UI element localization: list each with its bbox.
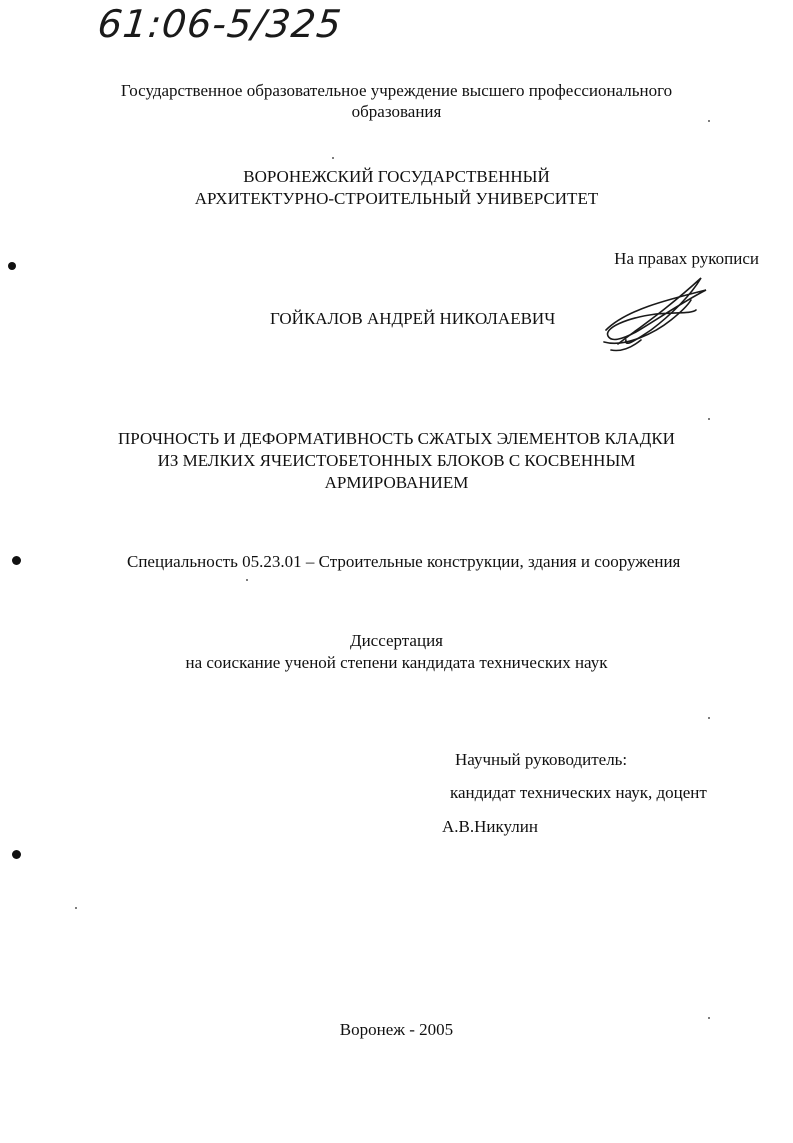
title-line-1: ПРОЧНОСТЬ И ДЕФОРМАТИВНОСТЬ СЖАТЫХ ЭЛЕМЕНТОВ КЛАДКИ <box>118 429 675 448</box>
scan-speck <box>708 717 710 719</box>
hole-mark <box>12 556 21 565</box>
institution-line-2: образования <box>351 102 442 121</box>
university-block <box>0 166 793 210</box>
degree-line-2: на соискание ученой степени кандидата технических наук <box>185 653 608 672</box>
title-line-3: АРМИРОВАНИЕМ <box>324 473 469 492</box>
university-line-2: АРХИТЕКТУРНО-СТРОИТЕЛЬНЫЙ УНИВЕРСИТЕТ <box>194 189 599 208</box>
scan-speck <box>75 907 77 909</box>
scan-speck <box>332 157 334 159</box>
city-year: Воронеж - 2005 <box>339 1020 454 1039</box>
scan-speck <box>708 1017 710 1019</box>
manuscript-note: На правах рукописи <box>614 249 759 268</box>
supervisor-name: А.В.Никулин <box>442 817 538 836</box>
handwritten-catalog-number: 61:06-5/325 <box>95 2 345 46</box>
institution-block <box>0 80 793 122</box>
scan-speck <box>246 579 248 581</box>
signature-icon <box>596 270 726 360</box>
degree-block <box>0 630 793 674</box>
author-name: ГОЙКАЛОВ АНДРЕЙ НИКОЛАЕВИЧ <box>270 309 556 328</box>
supervisor-label: Научный руководитель: <box>455 750 628 769</box>
hole-mark <box>8 262 16 270</box>
supervisor-rank: кандидат технических наук, доцент <box>450 783 707 802</box>
institution-line-1: Государственное образовательное учреждение высшего профессионального <box>120 81 673 100</box>
scan-speck <box>708 120 710 122</box>
title-line-2: ИЗ МЕЛКИХ ЯЧЕИСТОБЕТОННЫХ БЛОКОВ С КОСВЕННЫМ <box>157 451 636 470</box>
scan-speck <box>708 418 710 420</box>
degree-line-1: Диссертация <box>349 631 443 650</box>
hole-mark <box>12 850 21 859</box>
university-line-1: ВОРОНЕЖСКИЙ ГОСУДАРСТВЕННЫЙ <box>243 167 550 186</box>
specialty: Специальность 05.23.01 – Строительные конструкции, здания и сооружения <box>127 552 681 571</box>
dissertation-title <box>0 428 793 494</box>
